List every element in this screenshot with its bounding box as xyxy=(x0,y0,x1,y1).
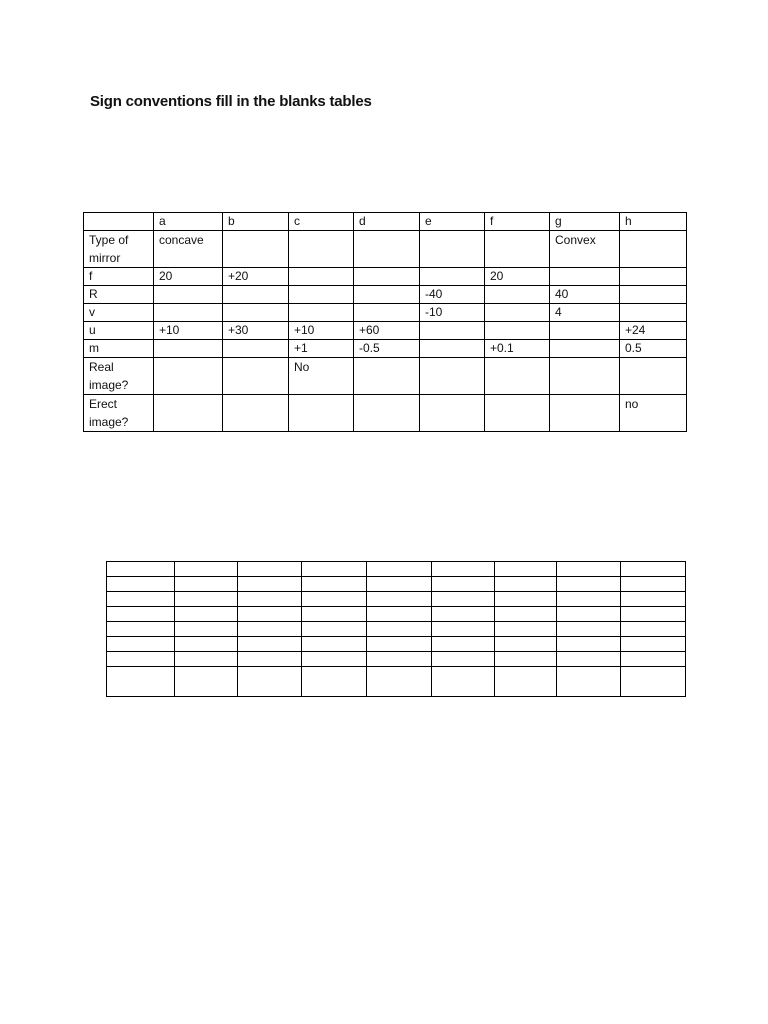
blank-table-cell xyxy=(431,622,494,637)
blank-table-cell xyxy=(107,607,175,622)
table-cell xyxy=(354,304,420,322)
table-row xyxy=(84,268,687,286)
blank-table-cell xyxy=(238,637,302,652)
blank-table-cell xyxy=(556,667,620,697)
blank-table-cell xyxy=(302,667,367,697)
row-label-cell: u xyxy=(84,322,154,340)
table-cell: 40 xyxy=(550,286,620,304)
table-cell: 20 xyxy=(485,268,550,286)
blank-table-cell xyxy=(494,562,556,577)
table-cell xyxy=(223,304,289,322)
blank-table-cell xyxy=(494,607,556,622)
table-cell xyxy=(154,395,223,432)
blank-table xyxy=(106,561,686,697)
table-cell: no xyxy=(620,395,687,432)
blank-table-row xyxy=(107,577,686,592)
table-header-cell xyxy=(84,213,154,231)
blank-table-cell xyxy=(302,622,367,637)
blank-table-cell xyxy=(367,667,431,697)
table-cell xyxy=(485,304,550,322)
table-row xyxy=(84,395,687,432)
blank-table-cell xyxy=(556,577,620,592)
page-title: Sign conventions fill in the blanks tables xyxy=(90,93,372,110)
table-cell xyxy=(620,304,687,322)
table-cell xyxy=(354,268,420,286)
table-header-cell: g xyxy=(550,213,620,231)
table-cell xyxy=(420,268,485,286)
row-label-cell: Erect image? xyxy=(84,395,154,432)
blank-table-cell xyxy=(620,562,685,577)
blank-table-cell xyxy=(238,577,302,592)
table-cell: Convex xyxy=(550,231,620,268)
blank-table-cell xyxy=(302,652,367,667)
blank-table-cell xyxy=(620,637,685,652)
blank-table-row xyxy=(107,592,686,607)
table-cell: +10 xyxy=(154,322,223,340)
blank-table-cell xyxy=(431,652,494,667)
table-cell xyxy=(420,358,485,395)
table-cell xyxy=(550,322,620,340)
table-cell: -10 xyxy=(420,304,485,322)
blank-table-cell xyxy=(175,592,238,607)
blank-table-cell xyxy=(431,607,494,622)
row-label-cell: Real image? xyxy=(84,358,154,395)
blank-table-row xyxy=(107,607,686,622)
blank-table-cell xyxy=(367,637,431,652)
blank-table-row xyxy=(107,637,686,652)
blank-table-cell xyxy=(175,667,238,697)
table-cell: +30 xyxy=(223,322,289,340)
blank-table-cell xyxy=(302,577,367,592)
table-row xyxy=(84,286,687,304)
table-cell: 4 xyxy=(550,304,620,322)
row-label-cell: m xyxy=(84,340,154,358)
blank-table-cell xyxy=(175,652,238,667)
table-cell xyxy=(354,358,420,395)
blank-table-cell xyxy=(494,667,556,697)
blank-table-cell xyxy=(431,592,494,607)
blank-table-cell xyxy=(107,667,175,697)
blank-table-cell xyxy=(302,607,367,622)
table-cell xyxy=(154,340,223,358)
table-cell xyxy=(289,231,354,268)
blank-table-cell xyxy=(107,592,175,607)
blank-table-cell xyxy=(556,637,620,652)
blank-table-cell xyxy=(367,607,431,622)
table-row xyxy=(84,358,687,395)
blank-table-cell xyxy=(367,577,431,592)
table-cell: 20 xyxy=(154,268,223,286)
blank-table-cell xyxy=(302,592,367,607)
table-cell xyxy=(354,286,420,304)
table-cell xyxy=(485,231,550,268)
blank-table-cell xyxy=(367,622,431,637)
row-label-cell: f xyxy=(84,268,154,286)
table-cell xyxy=(223,231,289,268)
table-cell xyxy=(550,358,620,395)
blank-table-cell xyxy=(175,577,238,592)
blank-table-cell xyxy=(238,592,302,607)
blank-table-cell xyxy=(175,562,238,577)
blank-table-cell xyxy=(494,592,556,607)
table-cell xyxy=(223,286,289,304)
table-cell xyxy=(289,304,354,322)
table-cell xyxy=(154,304,223,322)
blank-table-cell xyxy=(238,562,302,577)
table-cell xyxy=(620,286,687,304)
blank-table-cell xyxy=(620,667,685,697)
blank-table-cell xyxy=(556,607,620,622)
blank-table-cell xyxy=(494,637,556,652)
table-header-cell: a xyxy=(154,213,223,231)
table-cell xyxy=(223,340,289,358)
blank-table-cell xyxy=(175,637,238,652)
table-cell: +10 xyxy=(289,322,354,340)
blank-table-cell xyxy=(367,652,431,667)
table-cell: +24 xyxy=(620,322,687,340)
blank-table-cell xyxy=(175,622,238,637)
blank-table-cell xyxy=(238,622,302,637)
sign-convention-table xyxy=(83,212,687,432)
blank-table-cell xyxy=(238,607,302,622)
table-cell: No xyxy=(289,358,354,395)
blank-table-cell xyxy=(107,637,175,652)
table-cell xyxy=(223,395,289,432)
table-cell xyxy=(354,395,420,432)
table-cell xyxy=(485,358,550,395)
table-cell xyxy=(289,268,354,286)
blank-table-cell xyxy=(556,652,620,667)
table-cell: -0.5 xyxy=(354,340,420,358)
blank-table-row xyxy=(107,652,686,667)
blank-table-cell xyxy=(302,637,367,652)
table-header-cell: d xyxy=(354,213,420,231)
blank-table-row xyxy=(107,667,686,697)
blank-table-cell xyxy=(238,652,302,667)
row-label-cell: Type of mirror xyxy=(84,231,154,268)
table-cell xyxy=(485,322,550,340)
blank-table-cell xyxy=(620,652,685,667)
blank-table-cell xyxy=(620,607,685,622)
table-cell xyxy=(354,231,420,268)
table-cell: concave xyxy=(154,231,223,268)
table-cell: -40 xyxy=(420,286,485,304)
blank-table-cell xyxy=(620,592,685,607)
table-cell xyxy=(154,358,223,395)
table-cell xyxy=(289,395,354,432)
blank-table-cell xyxy=(620,577,685,592)
table-cell xyxy=(550,395,620,432)
table-cell: +0.1 xyxy=(485,340,550,358)
table-row xyxy=(84,322,687,340)
row-label-cell: v xyxy=(84,304,154,322)
table-header-cell: b xyxy=(223,213,289,231)
table-row xyxy=(84,304,687,322)
table-cell xyxy=(420,231,485,268)
table-cell xyxy=(620,358,687,395)
blank-table-cell xyxy=(494,652,556,667)
blank-table-cell xyxy=(367,592,431,607)
table-cell xyxy=(485,286,550,304)
table-header-cell: h xyxy=(620,213,687,231)
table-cell xyxy=(485,395,550,432)
table-row xyxy=(84,231,687,268)
table-cell xyxy=(154,286,223,304)
table-cell: +20 xyxy=(223,268,289,286)
blank-table-cell xyxy=(431,637,494,652)
blank-table-cell xyxy=(494,577,556,592)
table-cell xyxy=(223,358,289,395)
blank-table-cell xyxy=(431,577,494,592)
blank-table-cell xyxy=(107,622,175,637)
table-cell: +60 xyxy=(354,322,420,340)
table-cell xyxy=(420,340,485,358)
table-cell xyxy=(550,340,620,358)
blank-table-cell xyxy=(556,592,620,607)
table-cell: 0.5 xyxy=(620,340,687,358)
table-header-row xyxy=(84,213,687,231)
blank-table-row xyxy=(107,622,686,637)
blank-table-cell xyxy=(431,667,494,697)
table-cell: +1 xyxy=(289,340,354,358)
table-header-cell: f xyxy=(485,213,550,231)
blank-table-cell xyxy=(367,562,431,577)
blank-table-cell xyxy=(556,562,620,577)
table-cell xyxy=(420,322,485,340)
blank-table-cell xyxy=(302,562,367,577)
blank-table-cell xyxy=(107,652,175,667)
table-cell xyxy=(620,268,687,286)
table-cell xyxy=(289,286,354,304)
row-label-cell: R xyxy=(84,286,154,304)
table-header-cell: c xyxy=(289,213,354,231)
table-header-cell: e xyxy=(420,213,485,231)
blank-table-cell xyxy=(556,622,620,637)
blank-table-cell xyxy=(494,622,556,637)
blank-table-cell xyxy=(107,577,175,592)
table-row xyxy=(84,340,687,358)
blank-table-cell xyxy=(238,667,302,697)
blank-table-cell xyxy=(107,562,175,577)
table-cell xyxy=(420,395,485,432)
blank-table-cell xyxy=(620,622,685,637)
table-cell xyxy=(620,231,687,268)
table-cell xyxy=(550,268,620,286)
blank-table-cell xyxy=(431,562,494,577)
blank-table-cell xyxy=(175,607,238,622)
blank-table-row xyxy=(107,562,686,577)
